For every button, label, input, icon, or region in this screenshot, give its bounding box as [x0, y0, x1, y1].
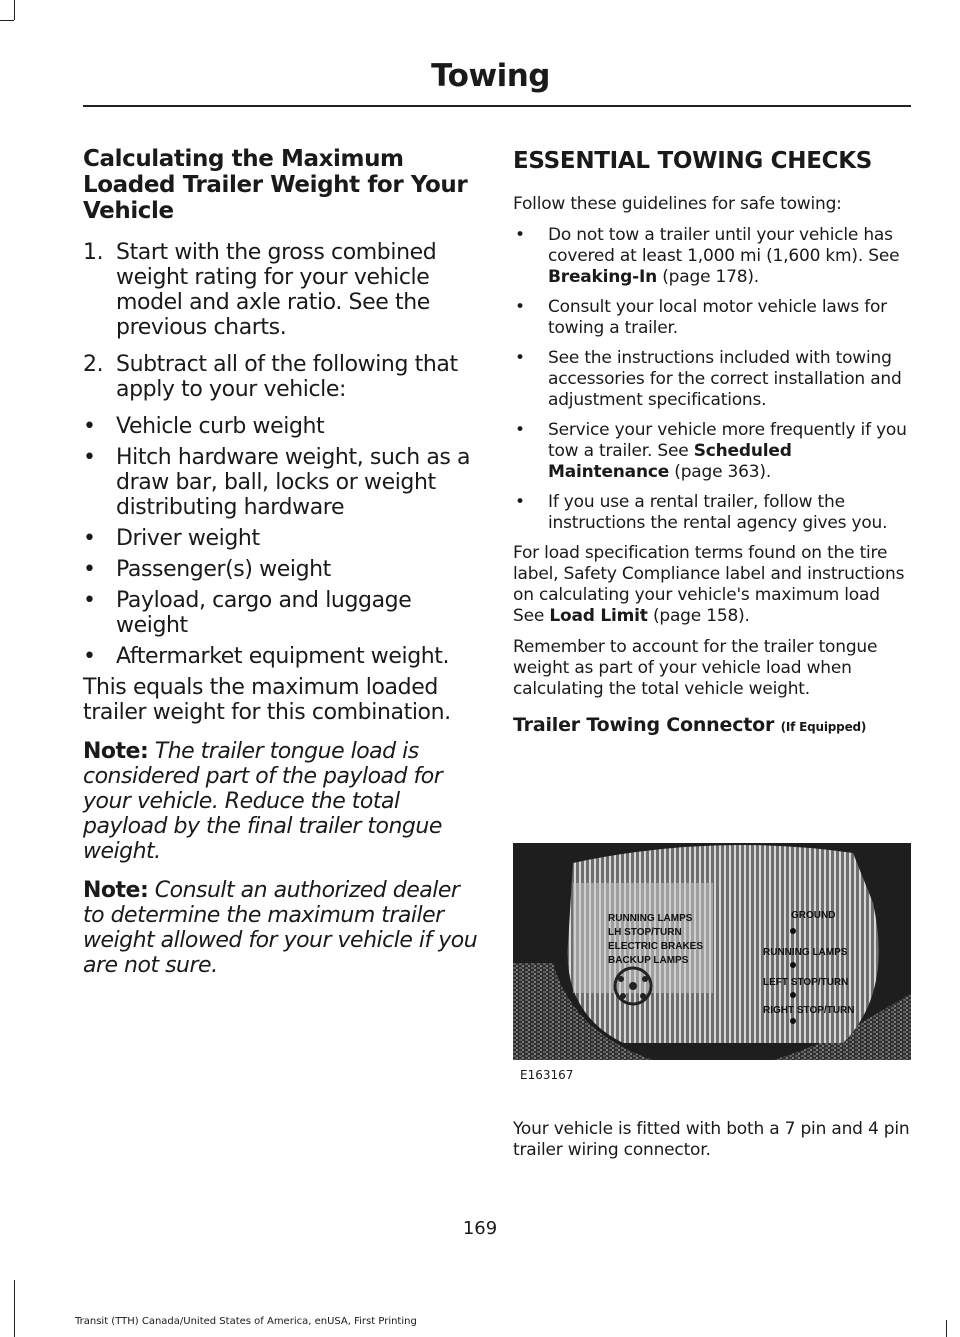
list-item-text: Vehicle curb weight	[116, 414, 325, 439]
subheading-text: Trailer Towing Connector	[513, 714, 775, 736]
load-spec-paragraph	[513, 543, 913, 627]
left-column	[83, 146, 478, 992]
bullet-icon: •	[515, 348, 525, 368]
list-item-text: Payload, cargo and luggage weight	[116, 588, 412, 638]
bullet-icon: •	[83, 557, 96, 582]
intro-paragraph: Follow these guidelines for safe towing:	[513, 194, 842, 214]
list-item	[83, 526, 478, 551]
checks-list	[513, 225, 913, 534]
bullet-icon: •	[83, 445, 96, 470]
list-item	[83, 557, 478, 582]
label-lh-stop-turn: LH STOP/TURN	[608, 927, 682, 938]
subheading-connector	[513, 714, 913, 736]
result-paragraph: This equals the maximum loaded trailer weight for this combination.	[83, 675, 451, 725]
subtract-list	[83, 414, 478, 669]
label-running-lamps-right: RUNNING LAMPS	[763, 947, 848, 958]
list-item	[513, 348, 913, 411]
list-item-text: Hitch hardware weight, such as a draw bar, ball, locks or weight distributing hardware	[116, 445, 471, 520]
label-ground: GROUND	[791, 910, 836, 921]
note-text: The trailer tongue load is considered part of the payload for your vehicle. Reduce the total payload by the final trailer tongue weight.	[83, 739, 443, 864]
page-reference: (page 363).	[669, 462, 772, 482]
paragraph-text: For load specification terms found on the tire label, Safety Compliance label and instructions on calculating your vehicle's maximum load See	[513, 543, 905, 626]
list-item	[513, 225, 913, 288]
crop-mark-tl-v	[14, 0, 15, 20]
cross-reference-link[interactable]: Load Limit	[549, 606, 648, 626]
list-item-text: Do not tow a trailer until your vehicle has covered at least 1,000 mi (1,600 km). See	[548, 225, 900, 266]
steps-list	[83, 240, 478, 402]
figure-id: E163167	[520, 1068, 574, 1082]
step-number: 1.	[83, 240, 104, 265]
right-column	[513, 146, 913, 754]
list-item	[513, 420, 913, 483]
page-reference: (page 158).	[647, 606, 750, 626]
label-right-stop-turn: RIGHT STOP/TURN	[763, 1005, 855, 1016]
connector-diagram	[513, 843, 911, 1060]
note-label: Note:	[83, 739, 149, 764]
list-item-text: Service your vehicle more frequently if you tow a trailer. See	[548, 420, 907, 461]
label-left-stop-turn: LEFT STOP/TURN	[763, 977, 849, 988]
list-item	[513, 297, 913, 339]
list-item	[83, 644, 478, 669]
connector-illustration	[513, 843, 911, 1060]
step-item	[83, 240, 478, 340]
note-consult-dealer	[83, 878, 478, 978]
step-text: Start with the gross combined weight rating for your vehicle model and axle ratio. See the previous charts.	[116, 240, 437, 340]
cross-reference-link[interactable]: Breaking-In	[548, 267, 658, 287]
note-label: Note:	[83, 878, 149, 903]
label-running-lamps-left: RUNNING LAMPS	[608, 913, 693, 924]
list-item-text: See the instructions included with towing accessories for the correct installation and adjustment specifications.	[548, 348, 902, 410]
label-backup-lamps: BACKUP LAMPS	[608, 955, 689, 966]
step-text: Subtract all of the following that apply to your vehicle:	[116, 352, 458, 402]
cross-reference-link[interactable]: Scheduled Maintenance	[548, 441, 792, 482]
list-item	[83, 588, 478, 638]
footer-text: Transit (TTH) Canada/United States of America, enUSA, First Printing	[75, 1316, 417, 1327]
list-item	[83, 414, 478, 439]
bullet-icon: •	[83, 644, 96, 669]
bullet-icon: •	[515, 420, 525, 440]
list-item-text: Driver weight	[116, 526, 260, 551]
page-title: Towing	[431, 58, 550, 94]
list-item	[83, 445, 478, 520]
crop-mark-bl-v	[14, 1280, 15, 1337]
crop-mark-br-v	[946, 1320, 947, 1337]
step-number: 2.	[83, 352, 104, 377]
bullet-icon: •	[83, 588, 96, 613]
bullet-icon: •	[83, 526, 96, 551]
page-reference: (page 178).	[657, 267, 760, 287]
list-item-text: If you use a rental trailer, follow the instructions the rental agency gives you.	[548, 492, 888, 533]
list-item	[513, 492, 913, 534]
step-item	[83, 352, 478, 402]
page-number: 169	[462, 1218, 498, 1239]
note-text: Consult an authorized dealer to determine the maximum trailer weight allowed for your vehicle if you are not sure.	[83, 878, 478, 978]
list-item-text: Passenger(s) weight	[116, 557, 331, 582]
bullet-icon: •	[515, 225, 525, 245]
crop-mark-tl-h	[0, 20, 14, 21]
list-item-text: Aftermarket equipment weight.	[116, 644, 450, 669]
label-electric-brakes: ELECTRIC BRAKES	[608, 941, 704, 952]
bullet-icon: •	[515, 297, 525, 317]
subheading-qualifier: (If Equipped)	[780, 720, 867, 734]
section-heading-checks: ESSENTIAL TOWING CHECKS	[513, 148, 872, 174]
bullet-icon: •	[515, 492, 525, 512]
figure-caption: Your vehicle is fitted with both a 7 pin and 4 pin trailer wiring connector.	[513, 1119, 910, 1160]
list-item-text: Consult your local motor vehicle laws for towing a trailer.	[548, 297, 887, 338]
section-heading-max-weight: Calculating the Maximum Loaded Trailer Weight for Your Vehicle	[83, 146, 468, 224]
remember-paragraph: Remember to account for the trailer tongue weight as part of your vehicle load when calculating the total vehicle weight.	[513, 637, 878, 699]
note-tongue-load	[83, 739, 478, 864]
bullet-icon: •	[83, 414, 96, 439]
header-divider	[83, 105, 911, 107]
